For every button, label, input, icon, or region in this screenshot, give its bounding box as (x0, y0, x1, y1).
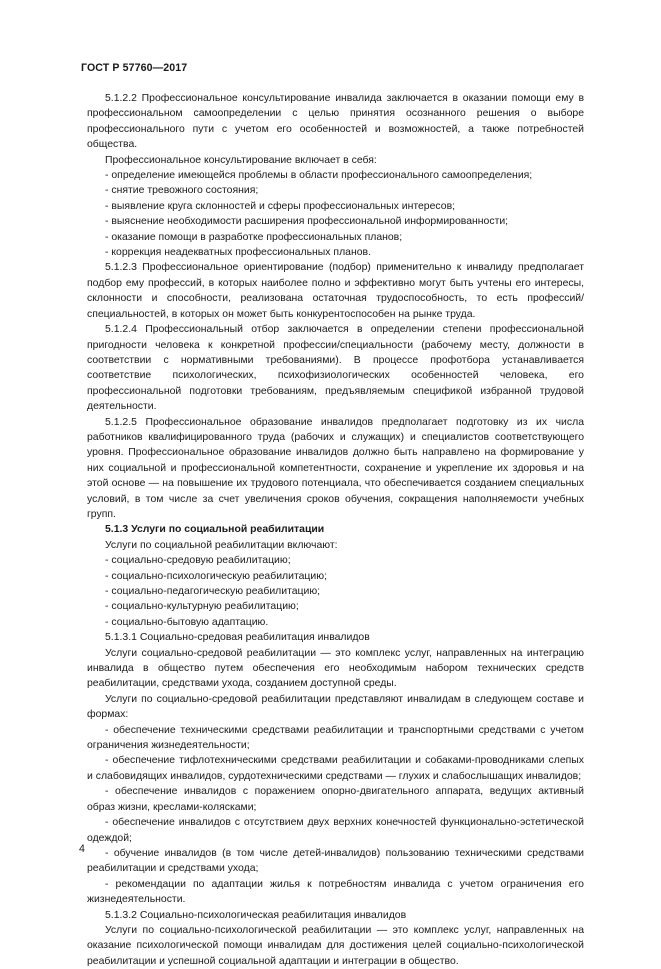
list-item: - обучение инвалидов (в том числе детей-инвалидов) пользованию техническими средствами реабилитации и средствами ухода; (87, 847, 584, 875)
list-item: - обеспечение инвалидов с отсутствием двух верхних конечностей функционально-эстетической одеждой; (87, 817, 584, 844)
paragraph: 5.1.2.5 Профессиональное образование инвалидов предполагает подготовку из их числа работников квалифицированного труда (рабочих и служащих) и специалистов соответствующего уровня. Профессиональное образование инвалидов должно быть направлено на формирование у них социальной и профессиональной компетентности, сохранение и укрепление их здоровья и на этой основе — на повышение их трудового потенциала, что обеспечивается созданием специальных условий, в том числе за счет увеличения сроков обучения, сокращения наполняемости учебных групп. (87, 416, 584, 520)
list-item: - социально-педагогическую реабилитацию; (105, 586, 321, 597)
list-item: - обеспечение техническими средствами реабилитации и транспортными средствами с учетом ограничения жизнедеятельности; (87, 724, 584, 752)
paragraph: 5.1.2.2 Профессиональное консультирование инвалида заключается в оказании помощи ему в профессиональном самоопределении с целью принятия осознанного решения о выборе профессионального пути с учетом его особенностей и возможностей, а также потребностей общества. (87, 93, 584, 151)
page-number: 4 (79, 843, 85, 855)
paragraph: 5.1.2.3 Профессиональное ориентирование (подбор) применительно к инвалиду предполагает подбор ему профессий, в которых наиболее полно и эффективно могут быть учтены его интересы, склонности и способности, реализована остаточная трудоспособность, то есть профессий/специальностей, в которых он может быть конкурентоспособен на рынке труда. (87, 262, 584, 320)
list-item: - социально-психологическую реабилитацию; (105, 570, 327, 582)
list-item: - выявление круга склонностей и сферы профессиональных интересов; (105, 200, 456, 212)
list-item: - обеспечение тифлотехническими средствами реабилитации и собаками-проводниками слепых и слабовидящих инвалидов, сурдотехническими средствами — глухих и слабослышащих инвалидов; (87, 755, 584, 782)
subsection-title: 5.1.3.1 Социально-средовая реабилитация инвалидов (105, 632, 370, 644)
section-heading: 5.1.3 Услуги по социальной реабилитации (105, 524, 325, 536)
paragraph: Услуги по социально-средовой реабилитации представляют инвалидам в следующем составе и формах: (87, 693, 584, 721)
list-item: - оказание помощи в разработке профессиональных планов; (105, 231, 403, 243)
list-item: - коррекция неадекватных профессиональных планов. (105, 247, 371, 259)
list-item: - социально-средовую реабилитацию; (105, 555, 291, 567)
document-body (87, 91, 584, 969)
list-item: - выяснение необходимости расширения профессиональной информированности; (105, 216, 509, 228)
paragraph: Услуги социально-средовой реабилитации — это комплекс услуг, направленных на интеграцию инвалида в общество путем обеспечения его необходимым набором технических средств реабилитации, средствами ухода, созданием доступной среды. (87, 647, 584, 690)
list-item: - снятие тревожного состояния; (105, 185, 259, 197)
list-item: - социально-культурную реабилитацию; (105, 601, 299, 613)
paragraph: Услуги по социальной реабилитации включают: (105, 539, 338, 551)
paragraph: Услуги по социально-психологической реабилитации — это комплекс услуг, направленных на оказание психологической помощи инвалидам для достижения целей социально-психологической реабилитации и успешной социальной адаптации и интеграции в общество. (87, 924, 584, 967)
paragraph: Профессиональное консультирование включает в себя: (105, 154, 377, 166)
document-standard-header: ГОСТ Р 57760—2017 (81, 62, 188, 74)
subsection-title: 5.1.3.2 Социально-психологическая реабилитация инвалидов (105, 909, 407, 921)
list-item: - обеспечение инвалидов с поражением опорно-двигательного аппарата, ведущих активный образ жизни, креслами-колясками; (87, 786, 584, 813)
paragraph: 5.1.2.4 Профессиональный отбор заключается в определении степени профессиональной пригодности человека к конкретной профессии/специальности (рабочему месту, должности в соответствии с нормативными требованиями). В процессе профотбора устанавливается соответствие психологических, психофизиологических особенностей человека, его профессиональной подготовки требованиям, предъявляемым спецификой избранной трудовой деятельности. (87, 324, 584, 413)
list-item: - определение имеющейся проблемы в области профессионального самоопределения; (105, 170, 533, 182)
list-item: - социально-бытовую адаптацию. (105, 616, 269, 628)
list-item: - рекомендации по адаптации жилья к потребностям инвалида с учетом ограничения его жизнедеятельности. (87, 878, 584, 906)
